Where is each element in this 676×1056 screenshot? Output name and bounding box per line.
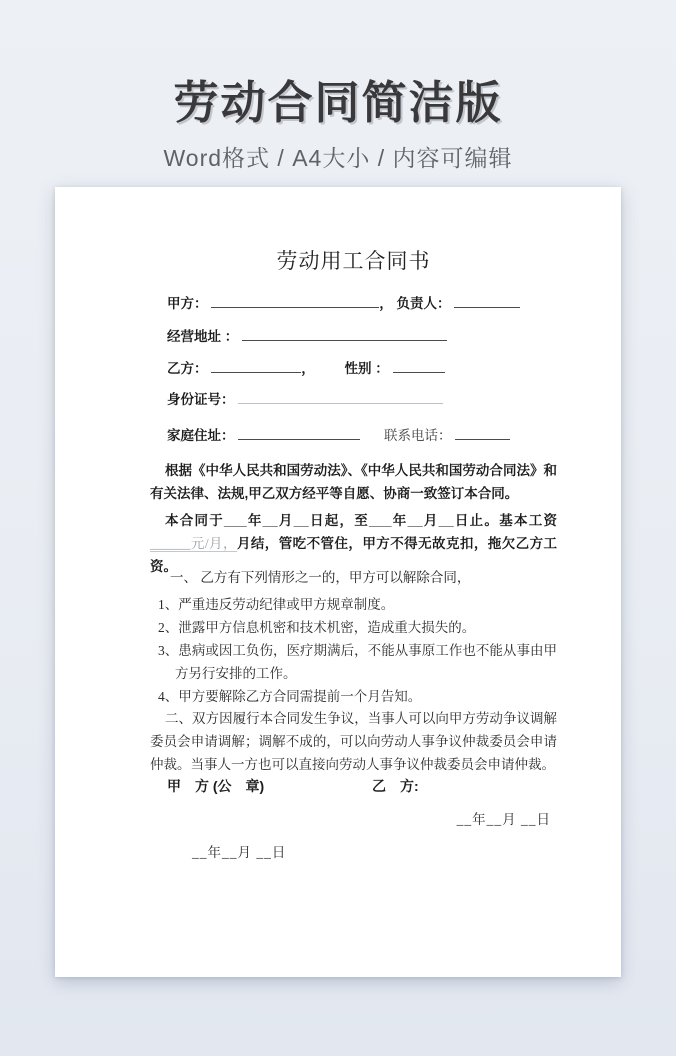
home-address-blank-line (238, 426, 360, 440)
promo-title: 劳动合同简洁版 (173, 77, 503, 128)
phone-blank-line (455, 426, 510, 440)
id-number-blank-line (238, 390, 443, 404)
list-item: 3、患病或因工负伤，医疗期满后，不能从事原工作也不能从事由甲方另行安排的工作。 (158, 643, 557, 681)
address-blank-line (242, 327, 447, 341)
party-b-label: 乙方： (167, 361, 208, 376)
signature-party-b: 乙 方: (372, 778, 419, 794)
party-b-blank-line (211, 359, 301, 373)
document-content (150, 187, 557, 977)
list-item: 1、严重违反劳动纪律或甲方规章制度。 (158, 597, 395, 612)
document-paper (55, 187, 621, 977)
party-a-separator: ， (379, 296, 393, 311)
list-item: 4、甲方要解除乙方合同需提前一个月告知。 (158, 689, 422, 704)
date-line-party-a: __年__月 __日 (192, 845, 287, 860)
party-a-label: 甲方： (167, 296, 208, 311)
term-text-1: 本合同于___年__月__日起，至___年__月__日止。基本工资 (165, 513, 557, 528)
date-line-party-b: __年__月 __日 (456, 812, 551, 827)
paragraph-legal-basis: 根据《中华人民共和国劳动法》、《中华人民共和国劳动合同法》和有关法律、法规,甲乙双方经平等自愿、协商一致签订本合同。 (150, 463, 557, 501)
responsible-person-label: 负责人： (396, 296, 451, 311)
salary-blank-segment: ______元/月， (150, 536, 237, 551)
section-two-paragraph: 二、双方因履行本合同发生争议，当事人可以向甲方劳动争议调解委员会申请调解；调解不成的，可以向劳动人事争议仲裁委员会申请仲裁。当事人一方也可以直接向劳动人事争议仲裁委员会申请仲裁。 (150, 711, 557, 772)
field-row-home-address (150, 426, 557, 445)
document-title: 劳动用工合同书 (276, 249, 431, 273)
address-label: 经营地址 ： (167, 329, 239, 344)
promo-subtitle: Word格式 / A4大小 / 内容可编辑 (163, 145, 513, 171)
field-row-party-a (150, 294, 557, 313)
field-row-id-number (150, 390, 557, 409)
responsible-person-blank-line (454, 294, 520, 308)
phone-label: 联系电话： (384, 428, 452, 443)
termination-clause-list (158, 593, 557, 708)
term-text-2: 月结，管吃不管住，甲方不得无故克扣，拖欠乙方工资。 (150, 536, 557, 574)
gender-blank-line (393, 359, 445, 373)
signature-row (150, 776, 557, 796)
home-address-label: 家庭住址： (167, 428, 235, 443)
list-item: 2、泄露甲方信息机密和技术机密，造成重大损失的。 (158, 620, 476, 635)
gender-label: 性别 ： (344, 361, 389, 376)
signature-party-a: 甲 方 (公 章) (167, 778, 265, 794)
party-b-separator: ， (301, 361, 315, 376)
id-number-label: 身份证号： (167, 392, 235, 407)
field-row-party-b (150, 359, 557, 378)
party-a-blank-line (211, 294, 379, 308)
promo-header (0, 0, 676, 173)
section-one-heading: 一、 乙方有下列情形之一的，甲方可以解除合同， (170, 570, 471, 585)
field-row-address (150, 327, 557, 346)
